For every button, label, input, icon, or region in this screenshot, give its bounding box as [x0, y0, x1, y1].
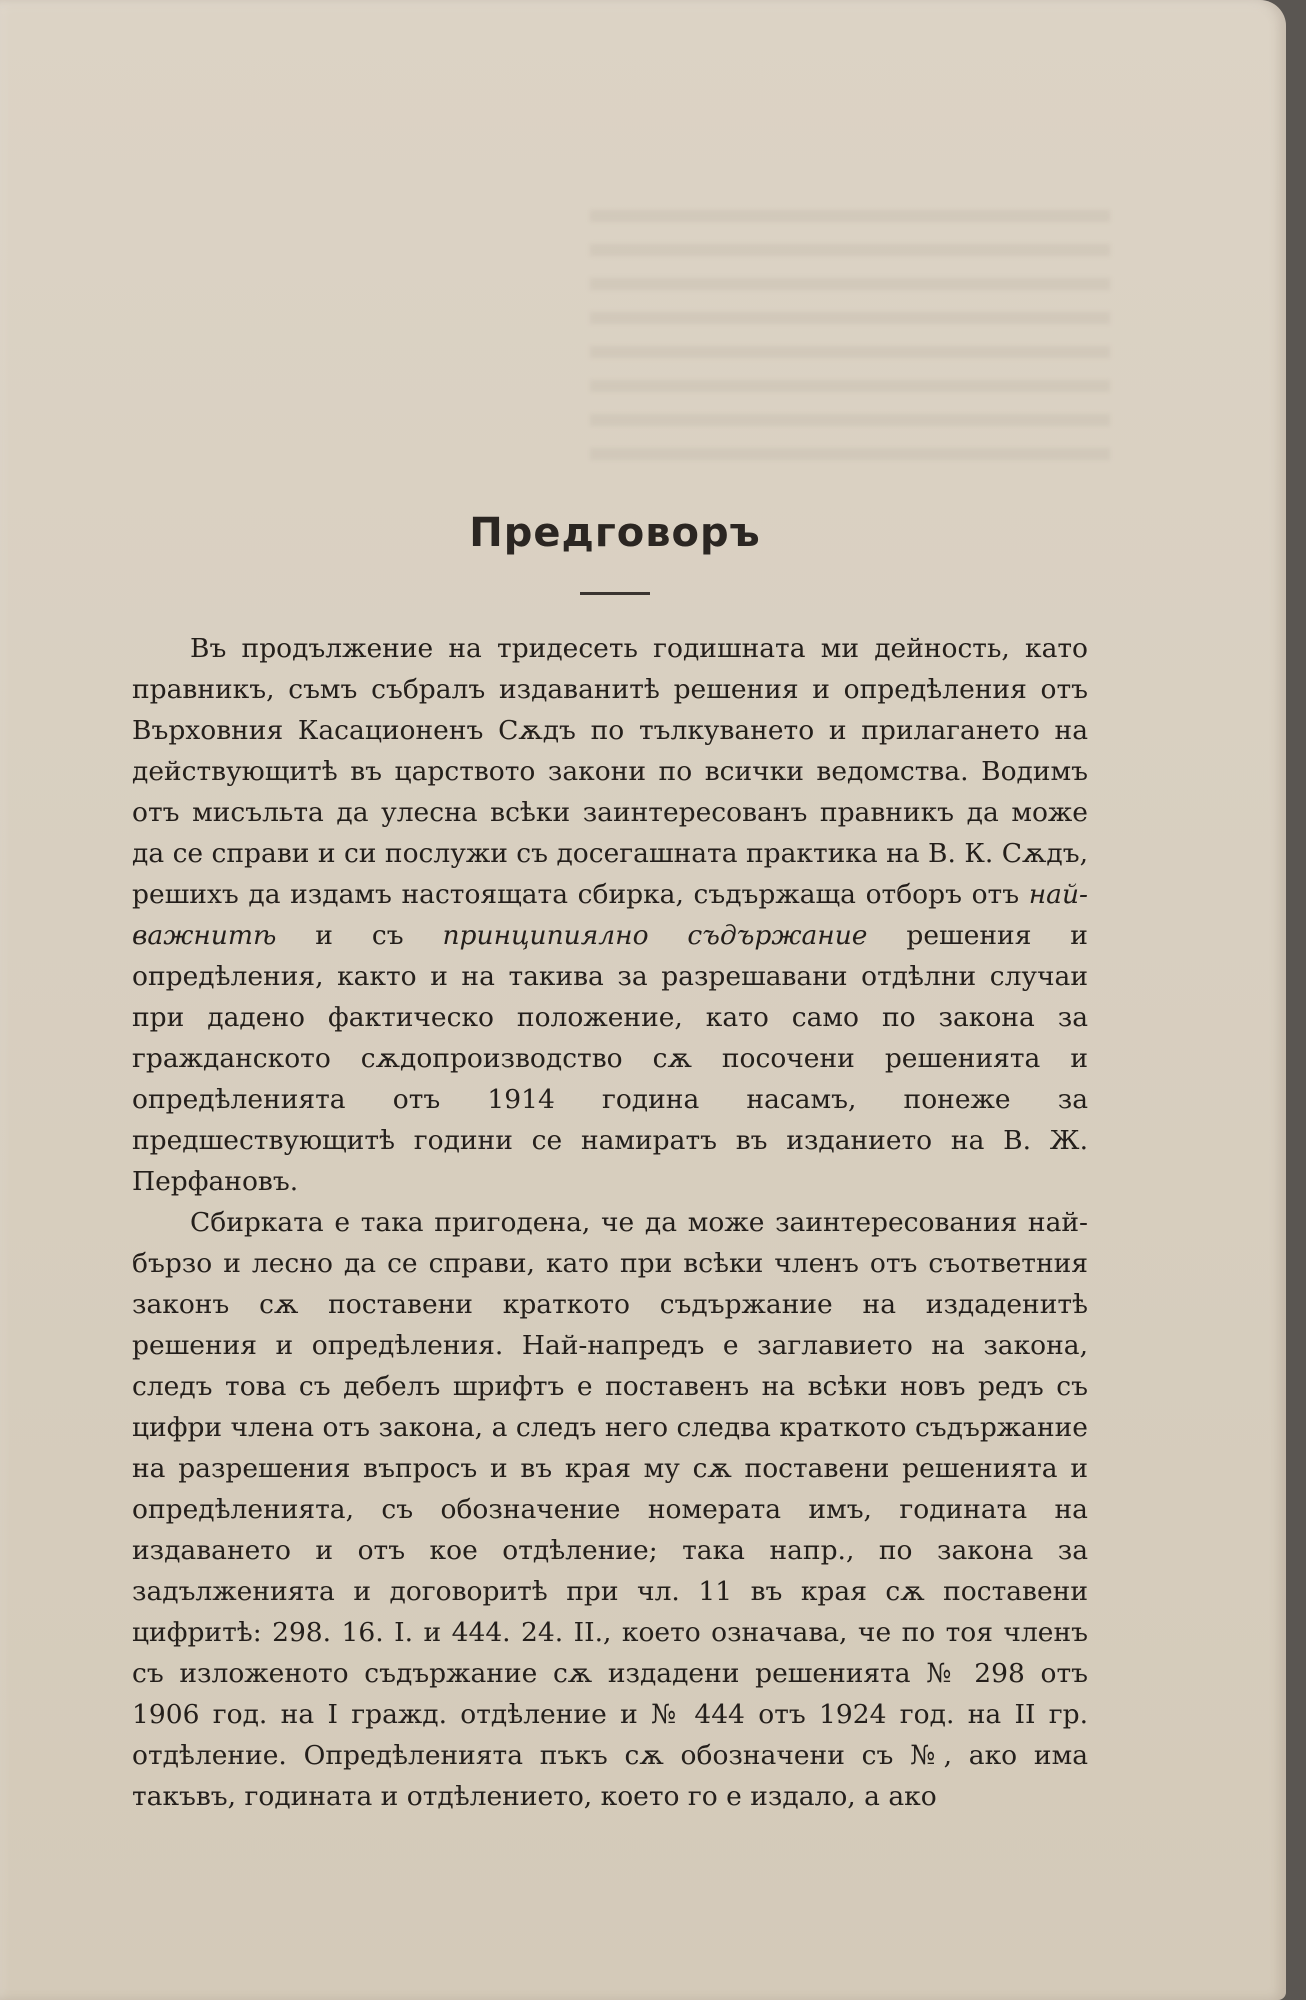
- body-text: [132, 628, 1088, 1817]
- paragraph-1-part-1: Въ продължение на тридесеть годишната ми дейность, като правникъ, съмъ събралъ издаванитѣ решения и опредѣления отъ Върховния Касационенъ Сѫдъ по тълкуването и прилагането на действующитѣ въ царството закони по всички ведомства. Водимъ отъ мисъльта да улесна всѣки заинтересованъ правникъ да може да се справи и си послужи съ досегашната практика на В. К. Сѫдъ, решихъ да издамъ настоящата сбирка, съдържаща отборъ отъ: [132, 633, 1088, 910]
- emphasis-most-important: най-важнитѣ: [132, 879, 1088, 951]
- paragraph-1-part-2: и съ: [315, 920, 404, 951]
- page-title: Предговоръ: [469, 510, 761, 556]
- paragraph-2: Сбирката е така пригодена, че да може заинтересования най-бързо и лесно да се справи, като при всѣки членъ отъ съответния законъ сѫ поставени краткото съдържание на издаденитѣ решения и опредѣления. Най-напредъ е заглавието на закона, следъ това съ дебелъ шрифтъ е поставенъ на всѣки новъ редъ съ цифри члена отъ закона, а следъ него следва краткото съдържание на разрешения въпросъ и въ края му сѫ поставени решенията и опредѣленията, съ обозначение номерата имъ, годината на издаването и отъ кое отдѣление; така напр., по закона за задълженията и договоритѣ при чл. 11 въ края сѫ поставени цифритѣ: 298. 16. I. и 444. 24. II., което означава, че по тоя членъ съ изложеното съдържание сѫ издадени решенията № 298 отъ 1906 год. на I гражд. отдѣление и № 444 отъ 1924 год. на II гр. отдѣление. Опредѣленията пъкъ сѫ обозначени съ №, ако има такъвъ, годината и отдѣлението, което го е издало, а ако: [132, 1207, 1088, 1812]
- paragraph-1: [132, 628, 1088, 1202]
- emphasis-principled-content: принципиялно съдържание: [442, 920, 868, 951]
- title-underline: [580, 592, 650, 595]
- show-through-text: [590, 210, 1110, 460]
- paragraph-1-part-3: решения и опредѣления, както и на такива за разрешавани отдѣлни случаи при дадено фактическо положение, като само по закона за гражданското сѫдопроизводство сѫ посочени решенията и опредѣленията отъ 1914 година насамъ, понеже за предшествующитѣ години се намиратъ въ изданието на В. Ж. Перфановъ.: [132, 920, 1088, 1197]
